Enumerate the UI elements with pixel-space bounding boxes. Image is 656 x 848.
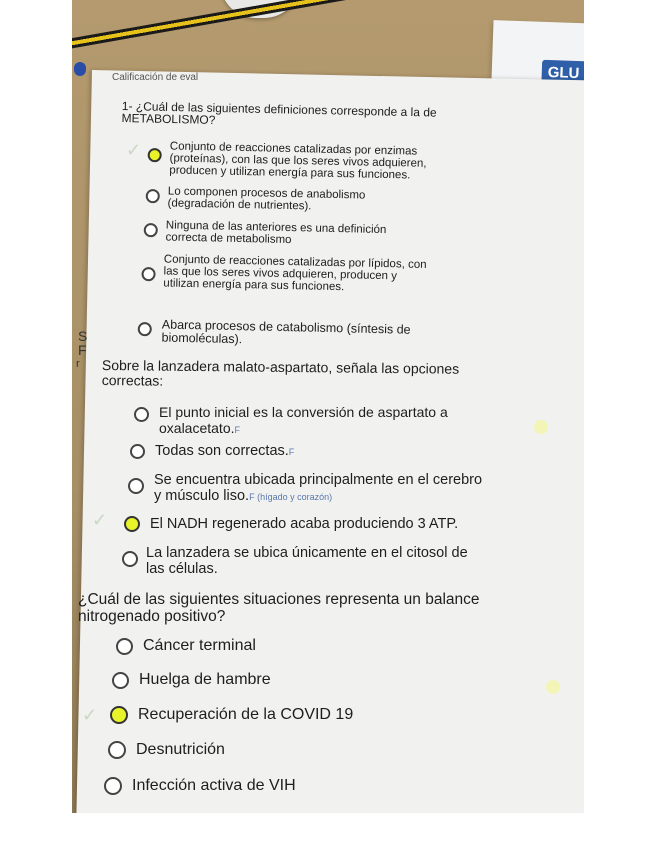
checkmark-icon: ✓: [92, 510, 108, 530]
radio-button[interactable]: [141, 267, 155, 281]
radio-button[interactable]: [116, 638, 133, 655]
radio-button[interactable]: [146, 189, 160, 203]
highlighter-mark: [546, 680, 560, 694]
radio-button[interactable]: [112, 672, 129, 689]
q3-option-text: Cáncer terminal: [143, 637, 256, 654]
q2-option-text: El punto inicial es la conversión de aspartato a oxalacetato.: [159, 404, 448, 436]
q1-option-text: Conjunto de reacciones catalizadas por lípidos, con las que los seres vivos adquieren, producen y utilizan energía para sus funciones.: [163, 253, 427, 294]
q3-option-text: Desnutrición: [136, 741, 225, 758]
radio-button[interactable]: [128, 478, 144, 494]
q3-option[interactable]: [110, 706, 353, 724]
question-3-title: ¿Cuál de las siguientes situaciones representa un balance nitrogenado positivo?: [78, 591, 480, 625]
q3-option-text: Infección activa de VIH: [132, 777, 296, 794]
q3-option[interactable]: [104, 777, 296, 795]
side-letter: F: [78, 342, 87, 358]
q3-option-text: Recuperación de la COVID 19: [138, 706, 354, 723]
q2-option[interactable]: [128, 472, 482, 505]
q1-option-text: Lo componen procesos de anabolismo (degradación de nutrientes).: [167, 185, 366, 213]
q1-option[interactable]: [147, 140, 427, 182]
radio-button[interactable]: [110, 706, 128, 724]
handwritten-note: F: [234, 425, 240, 435]
highlighter-mark: [534, 420, 548, 434]
pencil-eraser: [74, 62, 86, 76]
paper-top-text: Calificación de eval: [112, 72, 199, 83]
q3-option[interactable]: [116, 637, 256, 655]
radio-button[interactable]: [104, 777, 122, 795]
q2-option-text: El NADH regenerado acaba produciendo 3 ATP.: [150, 516, 459, 532]
exam-paper: [76, 70, 584, 813]
q1-option-text: Conjunto de reacciones catalizadas por enzimas (proteínas), con las que los seres vivos adquieren, producen y utilizan energía para sus funciones.: [169, 140, 427, 182]
radio-button[interactable]: [134, 407, 149, 422]
q2-option-text: Se encuentra ubicada principalmente en el cerebro y músculo liso.: [154, 472, 483, 504]
side-letter: r: [76, 358, 80, 370]
q2-option[interactable]: [130, 443, 294, 460]
q3-option[interactable]: [112, 671, 271, 689]
q2-option[interactable]: [134, 404, 448, 438]
q1-option[interactable]: [145, 185, 365, 214]
radio-button[interactable]: [144, 223, 158, 237]
radio-button[interactable]: [124, 516, 140, 532]
checkmark-icon: ✓: [126, 140, 142, 160]
q3-option[interactable]: [108, 741, 225, 759]
question-1-title: 1- ¿Cuál de las siguientes definiciones corresponde a la de METABOLISMO?: [121, 99, 437, 127]
q1-option[interactable]: [143, 219, 386, 248]
checkmark-icon: ✓: [82, 705, 98, 725]
handwritten-note: F: [288, 447, 295, 457]
question-2-title: Sobre la lanzadera malato-aspartato, señala las opciones correctas:: [101, 357, 460, 389]
radio-button[interactable]: [148, 148, 162, 162]
radio-button[interactable]: [108, 741, 126, 759]
radio-button[interactable]: [138, 322, 152, 336]
q2-option-text: Todas son correctas.: [155, 443, 289, 459]
handwritten-note: F (hígado y corazón): [249, 492, 333, 502]
q1-option-text: Ninguna de las anteriores es una definición correcta de metabolismo: [165, 219, 387, 247]
photo: [72, 0, 584, 813]
radio-button[interactable]: [122, 551, 138, 567]
q1-option-text: Abarca procesos de catabolismo (síntesis de biomoléculas).: [161, 317, 411, 347]
q1-option[interactable]: [141, 253, 426, 295]
q2-option[interactable]: [122, 545, 468, 578]
pencil: [72, 0, 476, 50]
radio-button[interactable]: [130, 444, 145, 459]
q2-option-text: La lanzadera se ubica únicamente en el citosol de las células.: [146, 545, 468, 577]
box-label: GLU: [541, 60, 584, 87]
q2-option[interactable]: [124, 516, 458, 533]
q3-option-text: Huelga de hambre: [139, 671, 271, 688]
side-letter: S: [78, 328, 88, 344]
